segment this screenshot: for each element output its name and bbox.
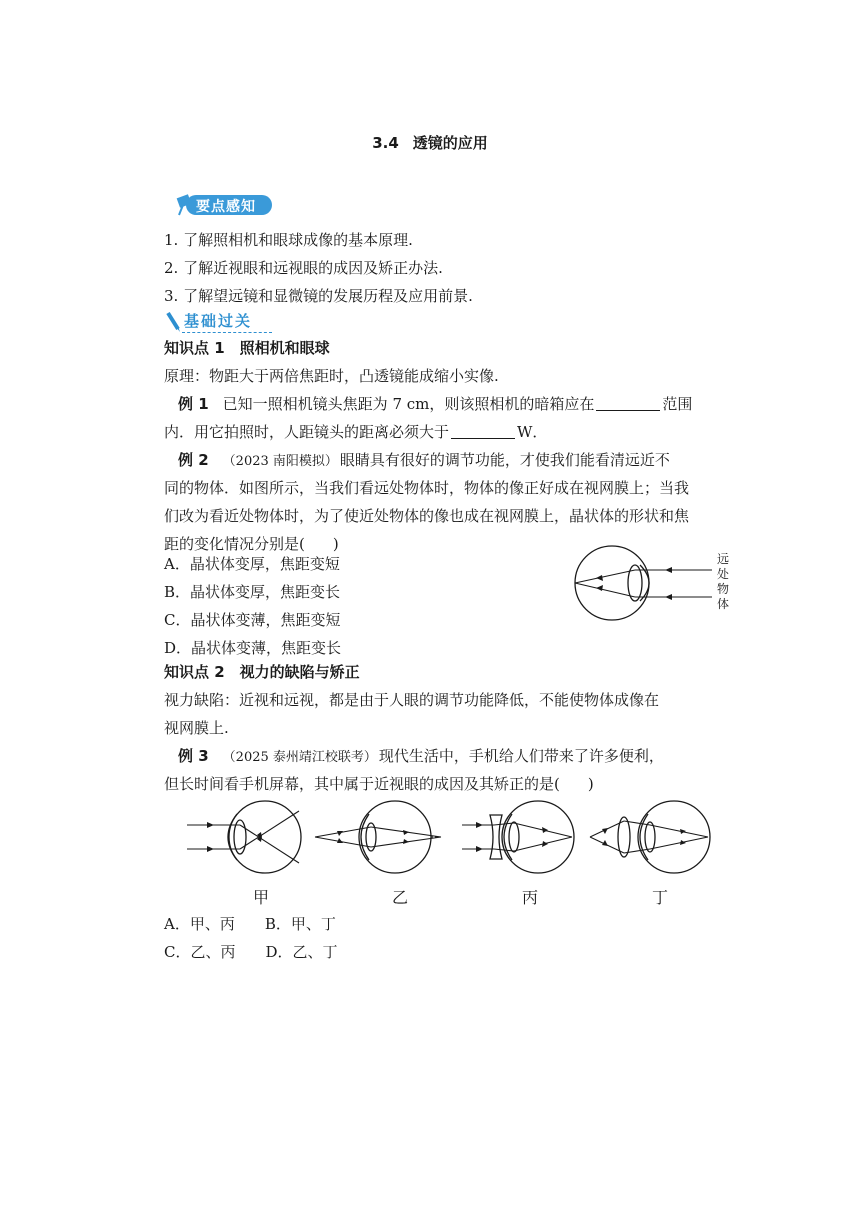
- figure-label-2: 处: [716, 567, 729, 581]
- ex2-text1: 眼睛具有很好的调节功能，才使我们能看清远近不: [339, 451, 670, 469]
- ex3-text2: 但长时间看手机屏幕，其中属于近视眼的成因及其矫正的是(: [164, 775, 560, 793]
- ex1-line2: [164, 418, 730, 446]
- basics-badge: [164, 309, 274, 333]
- arrow-top: [665, 567, 672, 573]
- kp2-line2: 视网膜上.: [164, 719, 229, 737]
- ex1-text1-end: 范围: [662, 395, 693, 413]
- refracted-bottom: [575, 583, 635, 597]
- eye-figure: [572, 545, 722, 625]
- key-points-badge: [174, 193, 272, 217]
- eye-diagram-bing: [460, 797, 580, 877]
- pencil-icon: [164, 309, 182, 333]
- section-title: 透镜的应用: [412, 134, 488, 152]
- kp2-line1: 视力缺陷：近视和远视，都是由于人眼的调节功能降低，不能使物体成像在: [164, 691, 660, 709]
- arrow-bottom: [665, 594, 672, 600]
- section-number: 3.4: [372, 134, 399, 152]
- ex2-line2: 同的物体．如图所示，当我们看远处物体时，物体的像正好成在视网膜上；当我: [164, 479, 690, 497]
- diagram-label-yi: 乙: [392, 888, 409, 907]
- ex2-option-d: D．晶状体变薄，焦距变长: [164, 639, 342, 657]
- ex2-line1: [164, 446, 730, 476]
- figure-label-3: 物: [716, 582, 729, 596]
- ex2-option-a: A．晶状体变厚，焦距变短: [164, 555, 340, 573]
- figure-label-4: 体: [716, 597, 729, 611]
- ex2-source: （2023 南阳模拟）: [222, 454, 338, 469]
- diagram-label-jia: 甲: [253, 888, 270, 907]
- key-point-3: 3. 了解望远镜和显微镜的发展历程及应用前景.: [164, 287, 473, 305]
- key-point-1: 1. 了解照相机和眼球成像的基本原理.: [164, 231, 413, 249]
- kp1-principle: 原理：物距大于两倍焦距时，凸透镜能成缩小实像.: [164, 367, 499, 385]
- ex1-text2: 内．用它拍照时，人距镜头的距离必须大于: [164, 423, 450, 441]
- figure-label-1: 远: [716, 552, 729, 566]
- basics-label: 基础过关: [184, 312, 253, 330]
- ex2-label: 例 2: [178, 451, 209, 469]
- ex1-blank-1: [596, 394, 660, 411]
- eye-diagram-jia: [185, 797, 305, 877]
- ex3-line1: [164, 742, 730, 772]
- ex1-text1: 已知一照相机镜头焦距为 7 cm，则该照相机的暗箱应在: [222, 395, 595, 413]
- eyeball: [575, 546, 649, 620]
- ex1-label: 例 1: [178, 395, 209, 413]
- ex1-line1: [164, 390, 730, 418]
- ex3-label: 例 3: [178, 747, 209, 765]
- ex2-line3: 们改为看近处物体时，为了使近处物体的像也成在视网膜上，晶状体的形状和焦: [164, 507, 690, 525]
- kp2-heading: 知识点 2 视力的缺陷与矫正: [164, 663, 360, 681]
- ex1-text2-end: W．: [517, 423, 548, 441]
- key-points-label: 要点感知: [196, 199, 256, 215]
- ex3-options-row1: A．甲、丙 B．甲、丁: [164, 915, 336, 933]
- arrow-inner-bottom: [596, 585, 603, 591]
- ex3-text1: 现代生活中，手机给人们带来了许多便利，: [378, 747, 664, 765]
- ex2-option-c: C．晶状体变薄，焦距变短: [164, 611, 341, 629]
- eye-diagram-yi: [313, 797, 453, 877]
- ex2-text4: 距的变化情况分别是(: [164, 535, 305, 553]
- diagram-label-bing: 丙: [522, 888, 539, 907]
- arrow-inner-top: [596, 575, 603, 581]
- refracted-top: [575, 570, 635, 583]
- diagram-label-ding: 丁: [652, 888, 669, 907]
- key-point-2: 2. 了解近视眼和远视眼的成因及矫正办法.: [164, 259, 443, 277]
- basics-underline: [182, 332, 272, 333]
- ex3-options-row2: C．乙、丙 D．乙、丁: [164, 943, 338, 961]
- ex3-source: （2025 泰州靖江校联考）: [222, 750, 377, 765]
- eye-diagram-ding: [588, 797, 718, 877]
- ex2-text4-end: ): [332, 535, 339, 553]
- ex2-option-b: B．晶状体变厚，焦距变长: [164, 583, 341, 601]
- ex1-blank-2: [451, 422, 515, 439]
- ex3-text2-end: ): [587, 775, 594, 793]
- kp1-heading: 知识点 1 照相机和眼球: [164, 339, 330, 357]
- ex3-line2: [164, 770, 730, 798]
- page-title: [0, 132, 860, 153]
